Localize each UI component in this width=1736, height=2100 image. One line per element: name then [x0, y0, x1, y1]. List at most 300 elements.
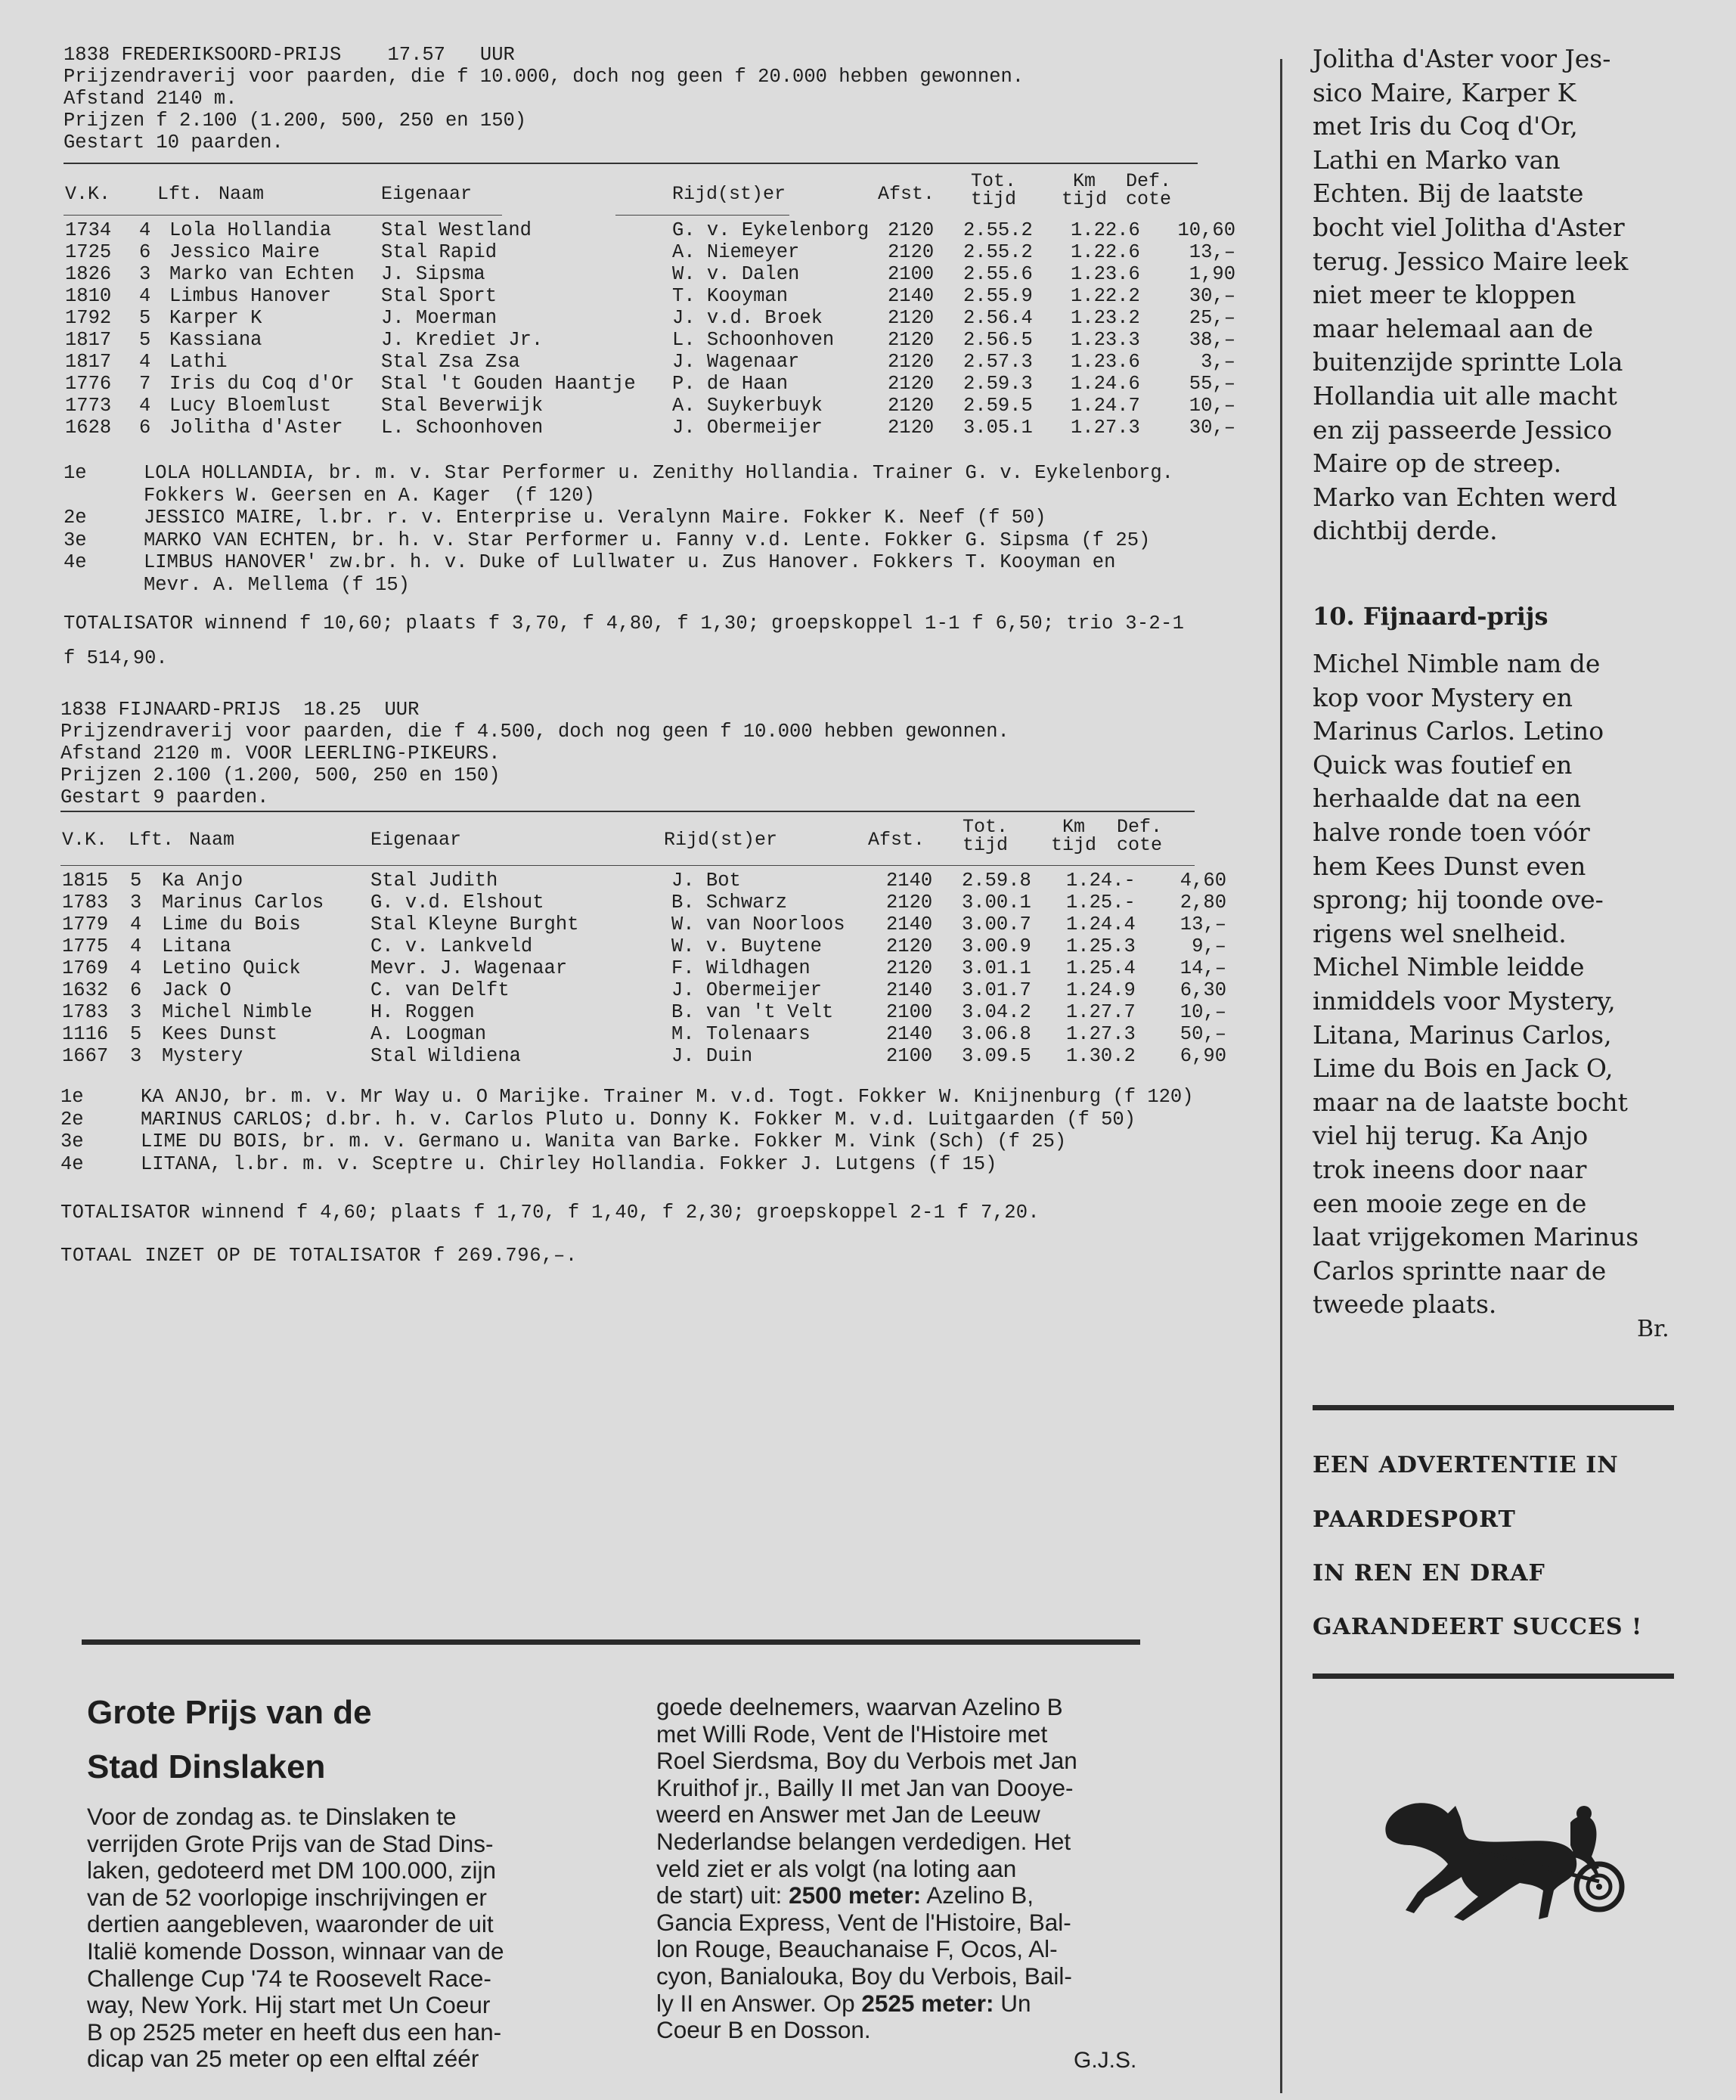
- cell-cote: 55,–: [1189, 373, 1235, 395]
- cell-lft: 4: [130, 914, 142, 935]
- report-line: buitenzijde sprintte Lola: [1313, 347, 1623, 377]
- cell-km: 1.24.6: [1071, 373, 1140, 395]
- race-prizes: Prijzen 2.100 (1.200, 500, 250 en 150): [60, 765, 501, 786]
- cell-km: 1.27.3: [1066, 1023, 1136, 1045]
- cell-km: 1.24.4: [1066, 914, 1136, 935]
- cell-rijder: W. van Noorloos: [671, 914, 845, 935]
- cell-afst: 2140: [886, 1023, 933, 1045]
- race-fijnaard: [60, 699, 1226, 1267]
- table-header: [60, 818, 1195, 864]
- cell-vk: 1769: [62, 957, 109, 979]
- cell-naam: Jack O: [162, 979, 231, 1001]
- cell-tot: 2.56.4: [963, 307, 1033, 329]
- distance-2500: 2500 meter:: [789, 1881, 922, 1909]
- cell-lft: 5: [130, 870, 142, 892]
- article-line: verrijden Grote Prijs van de Stad Dins-: [87, 1829, 494, 1857]
- cell-km: 1.25.3: [1066, 935, 1136, 957]
- cell-tot: 3.00.1: [962, 892, 1031, 914]
- report-line: en zij passeerde Jessico: [1313, 414, 1613, 445]
- report-line: Lime du Bois en Jack O,: [1313, 1053, 1614, 1084]
- article-line: Nederlandse belangen verdedigen. Het: [656, 1827, 1071, 1855]
- cell-afst: 2100: [886, 1045, 933, 1067]
- cell-cote: 10,–: [1189, 395, 1235, 417]
- cell-lft: 3: [130, 892, 142, 914]
- table-row: [64, 329, 1273, 351]
- cell-lft: 6: [139, 417, 151, 439]
- table-row: [60, 957, 1270, 979]
- cell-lft: 3: [130, 1001, 142, 1023]
- col-def: Def. cote: [1125, 170, 1171, 210]
- article-line: laken, gedoteerd met DM 100.000, zijn: [87, 1856, 497, 1884]
- cell-rijder: G. v. Eykelenborg: [672, 219, 870, 241]
- cell-cote: 1,90: [1189, 263, 1235, 285]
- col-tot: Tot. tijd: [970, 170, 1016, 210]
- article-line: Challenge Cup '74 te Roosevelt Race-: [87, 1964, 491, 1992]
- report-line: tweede plaats.: [1313, 1289, 1497, 1320]
- cell-vk: 1116: [62, 1023, 109, 1045]
- table-row: [64, 417, 1273, 439]
- row-rule: [64, 215, 502, 216]
- col-rijder: Rijd(st)er: [672, 183, 786, 205]
- race-conditions: Prijzendraverij voor paarden, die f 4.500, doch nog geen f 10.000 hebben gewonnen.: [60, 721, 1009, 743]
- cell-tot: 2.59.3: [963, 373, 1033, 395]
- cell-tot: 3.06.8: [962, 1023, 1031, 1045]
- race-distance: Afstand 2120 m. VOOR LEERLING-PIKEURS.: [60, 743, 501, 765]
- table-row: [64, 263, 1273, 285]
- placing-position: 2e: [64, 507, 87, 529]
- report-line: halve ronde toen vóór: [1313, 817, 1590, 847]
- article-line: dicap van 25 meter op een elftal zéér: [87, 2045, 479, 2073]
- article-text: de start) uit:: [656, 1881, 789, 1909]
- cell-eigenaar: H. Roggen: [370, 1001, 475, 1023]
- cell-afst: 2120: [886, 935, 933, 957]
- cell-eigenaar: Stal Kleyne Burght: [370, 914, 579, 935]
- placing-text: KA ANJO, br. m. v. Mr Way u. O Marijke. Trainer M. v.d. Togt. Fokker W. Knijnenburg (f 120): [141, 1086, 1194, 1108]
- col-naam: Naam: [189, 829, 235, 851]
- table-row: [60, 870, 1270, 892]
- col-km: Km tijd: [1061, 170, 1107, 210]
- report-line: met Iris du Coq d'Or,: [1313, 111, 1578, 141]
- cell-naam: Marko van Echten: [169, 263, 355, 285]
- cell-naam: Letino Quick: [162, 957, 301, 979]
- placing-text: Fokkers W. Geersen en A. Kager (f 120): [144, 484, 595, 507]
- cell-vk: 1792: [65, 307, 112, 329]
- cell-km: 1.22.2: [1071, 285, 1140, 307]
- cell-eigenaar: Stal Wildiena: [370, 1045, 521, 1067]
- cell-lft: 4: [130, 957, 142, 979]
- cell-tot: 2.59.8: [962, 870, 1031, 892]
- cell-lft: 6: [139, 241, 151, 263]
- cell-rijder: L. Schoonhoven: [672, 329, 835, 351]
- placing-position: 3e: [60, 1131, 84, 1152]
- cell-naam: Iris du Coq d'Or: [169, 373, 355, 395]
- placing-text: Mevr. A. Mellema (f 15): [144, 573, 410, 596]
- cell-lft: 4: [139, 351, 151, 373]
- cell-vk: 1776: [65, 373, 112, 395]
- cell-eigenaar: C. van Delft: [370, 979, 510, 1001]
- cell-naam: Ka Anjo: [162, 870, 243, 892]
- cell-afst: 2120: [886, 892, 933, 914]
- cell-naam: Lucy Bloemlust: [169, 395, 332, 417]
- report-line: Hollandia uit alle macht: [1313, 380, 1617, 411]
- race-prizes: Prijzen f 2.100 (1.200, 500, 250 en 150): [64, 110, 527, 132]
- cell-vk: 1632: [62, 979, 109, 1001]
- cell-vk: 1817: [65, 351, 112, 373]
- article-line: way, New York. Hij start met Un Coeur: [87, 1991, 491, 2019]
- placing-position: 4e: [64, 551, 87, 573]
- cell-eigenaar: Stal Beverwijk: [381, 395, 544, 417]
- placing-text: LIMBUS HANOVER' zw.br. h. v. Duke of Lullwater u. Zus Hanover. Fokkers T. Kooyman en: [144, 551, 1116, 573]
- table-row: [64, 285, 1273, 307]
- article-signature: G.J.S.: [1074, 2048, 1137, 2073]
- cell-lft: 5: [139, 329, 151, 351]
- article-line: Gancia Express, Vent de l'Histoire, Bal-: [656, 1908, 1071, 1936]
- report-line: niet meer te kloppen: [1313, 280, 1576, 310]
- cell-rijder: J. Duin: [671, 1045, 753, 1067]
- cell-tot: 3.04.2: [962, 1001, 1031, 1023]
- cell-naam: Marinus Carlos: [162, 892, 324, 914]
- article-line: cyon, Banialouka, Boy du Verbois, Bail-: [656, 1962, 1072, 1990]
- article-line: B op 2525 meter en heeft dus een han-: [87, 2018, 502, 2046]
- cell-eigenaar: J. Moerman: [381, 307, 498, 329]
- col-lft: Lft.: [157, 183, 203, 205]
- cell-afst: 2120: [888, 329, 935, 351]
- article-line: dertien aangebleven, waaronder de uit: [87, 1910, 494, 1938]
- cell-lft: 5: [139, 307, 151, 329]
- cell-cote: 2,80: [1180, 892, 1226, 914]
- cell-naam: Limbus Hanover: [169, 285, 332, 307]
- cell-rijder: J. Obermeijer: [672, 417, 823, 439]
- cell-lft: 4: [139, 395, 151, 417]
- report-line: rigens wel snelheid.: [1313, 918, 1567, 948]
- article-text: Azelino B,: [921, 1881, 1034, 1909]
- cell-afst: 2120: [888, 351, 935, 373]
- table-row: [64, 395, 1273, 417]
- cell-rijder: W. v. Dalen: [672, 263, 800, 285]
- report-line: Lathi en Marko van: [1313, 144, 1561, 175]
- placing-text: LITANA, l.br. m. v. Sceptre u. Chirley Hollandia. Fokker J. Lutgens (f 15): [141, 1152, 997, 1175]
- report-line: bocht viel Jolitha d'Aster: [1313, 212, 1625, 242]
- cell-cote: 30,–: [1189, 285, 1235, 307]
- article-line: Kruithof jr., Bailly II met Jan van Dooye-: [656, 1773, 1074, 1801]
- cell-vk: 1775: [62, 935, 109, 957]
- ad-rule-top: [1313, 1405, 1674, 1410]
- cell-afst: 2120: [888, 417, 935, 439]
- report-line: Michel Nimble nam de: [1313, 649, 1601, 678]
- cell-cote: 3,–: [1201, 351, 1235, 373]
- article-line: van de 52 voorlopige inschrijvingen er: [87, 1883, 487, 1911]
- race-distance: Afstand 2140 m.: [64, 88, 237, 110]
- cell-tot: 3.00.9: [962, 935, 1031, 957]
- race-conditions: Prijzendraverij voor paarden, die f 10.000, doch nog geen f 20.000 hebben gewonnen.: [64, 66, 1025, 88]
- cell-afst: 2140: [886, 914, 933, 935]
- table-row: [60, 979, 1270, 1001]
- cell-eigenaar: G. v.d. Elshout: [370, 892, 544, 914]
- cell-km: 1.24.-: [1066, 870, 1136, 892]
- cell-naam: Kassiana: [169, 329, 262, 351]
- race-title: 1838 FIJNAARD-PRIJS 18.25 UUR: [60, 699, 420, 721]
- cell-eigenaar: J. Krediet Jr.: [381, 329, 544, 351]
- cell-afst: 2120: [888, 307, 935, 329]
- race-title: 1838 FREDERIKSOORD-PRIJS 17.57 UUR: [64, 44, 515, 66]
- cell-rijder: A. Suykerbuyk: [672, 395, 823, 417]
- results-table: [60, 870, 1270, 1067]
- cell-rijder: J. Obermeijer: [671, 979, 822, 1001]
- cell-km: 1.25.-: [1066, 892, 1136, 914]
- ad-line-3: IN REN EN DRAF: [1313, 1560, 1545, 1587]
- cell-cote: 38,–: [1189, 329, 1235, 351]
- cell-vk: 1734: [65, 219, 112, 241]
- cell-naam: Jolitha d'Aster: [169, 417, 343, 439]
- report-line: een mooie zege en de: [1313, 1188, 1587, 1218]
- report-line: sico Maire, Karper K: [1313, 77, 1576, 107]
- ad-line-4: GARANDEERT SUCCES !: [1313, 1614, 1643, 1640]
- cell-cote: 25,–: [1189, 307, 1235, 329]
- cell-eigenaar: A. Loogman: [370, 1023, 487, 1045]
- cell-km: 1.25.4: [1066, 957, 1136, 979]
- article-line-2500: [656, 1882, 1140, 1909]
- report-line: sprong; hij toonde ove-: [1313, 885, 1604, 915]
- cell-cote: 9,–: [1192, 935, 1226, 957]
- report-line: laat vrijgekomen Marinus: [1313, 1222, 1639, 1252]
- cell-km: 1.24.7: [1071, 395, 1140, 417]
- col-eigenaar: Eigenaar: [381, 183, 473, 205]
- report-line: herhaalde dat na een: [1313, 783, 1582, 814]
- placing-position: 4e: [60, 1152, 84, 1175]
- race-report-heading: 10. Fijnaard-prijs: [1313, 602, 1548, 631]
- article-rule: [82, 1639, 1140, 1645]
- cell-afst: 2100: [886, 1001, 933, 1023]
- race-report-10: [1313, 647, 1694, 1322]
- article-line: veld ziet er als volgt (na loting aan: [656, 1854, 1017, 1882]
- table-row: [64, 241, 1273, 263]
- article-last-line: Coeur B en Dosson.: [656, 2016, 871, 2044]
- col-km: Km tijd: [1050, 816, 1096, 856]
- report-line: Marinus Carlos. Letino: [1313, 716, 1604, 746]
- article-title-line1: Grote Prijs van de: [87, 1694, 372, 1731]
- cell-eigenaar: Stal Westland: [381, 219, 532, 241]
- table-row: [64, 351, 1273, 373]
- cell-naam: Karper K: [169, 307, 262, 329]
- cell-vk: 1779: [62, 914, 109, 935]
- cell-lft: 3: [139, 263, 151, 285]
- cell-rijder: A. Niemeyer: [672, 241, 800, 263]
- col-eigenaar: Eigenaar: [370, 829, 462, 851]
- cell-afst: 2120: [888, 373, 935, 395]
- cell-cote: 13,–: [1180, 914, 1226, 935]
- cell-km: 1.22.6: [1071, 241, 1140, 263]
- cell-cote: 14,–: [1180, 957, 1226, 979]
- cell-rijder: J. Wagenaar: [672, 351, 800, 373]
- placing-text: JESSICO MAIRE, l.br. r. v. Enterprise u. Veralynn Maire. Fokker K. Neef (f 50): [144, 507, 1046, 529]
- cell-lft: 5: [130, 1023, 142, 1045]
- cell-tot: 3.05.1: [963, 417, 1033, 439]
- report-line: Carlos sprintte naar de: [1313, 1255, 1607, 1286]
- article-column-right: [656, 1694, 1140, 2044]
- cell-km: 1.22.6: [1071, 219, 1140, 241]
- cell-cote: 13,–: [1189, 241, 1235, 263]
- table-row: [60, 892, 1270, 914]
- cell-km: 1.24.9: [1066, 979, 1136, 1001]
- report-line: dichtbij derde.: [1313, 516, 1498, 546]
- cell-naam: Michel Nimble: [162, 1001, 312, 1023]
- cell-naam: Litana: [162, 935, 231, 957]
- placing-text: LIME DU BOIS, br. m. v. Germano u. Wanita van Barke. Fokker M. Vink (Sch) (f 25): [141, 1131, 1067, 1152]
- cell-rijder: B. van 't Velt: [671, 1001, 834, 1023]
- table-row: [60, 1001, 1270, 1023]
- cell-tot: 2.56.5: [963, 329, 1033, 351]
- cell-rijder: P. de Haan: [672, 373, 789, 395]
- cell-afst: 2120: [888, 395, 935, 417]
- table-row: [60, 1023, 1270, 1045]
- placing-position: 1e: [60, 1086, 84, 1108]
- cell-eigenaar: L. Schoonhoven: [381, 417, 544, 439]
- cell-km: 1.27.7: [1066, 1001, 1136, 1023]
- col-rijder: Rijd(st)er: [664, 829, 778, 851]
- race-report-9: [1313, 42, 1694, 548]
- cell-eigenaar: Stal Judith: [370, 870, 498, 892]
- cell-lft: 7: [139, 373, 151, 395]
- table-row: [64, 219, 1273, 241]
- cell-rijder: B. Schwarz: [671, 892, 788, 914]
- cell-afst: 2120: [888, 219, 935, 241]
- cell-cote: 30,–: [1189, 417, 1235, 439]
- race-frederiksoord: [64, 44, 1235, 669]
- trotter-sulky-icon: [1372, 1792, 1629, 1928]
- cell-eigenaar: C. v. Lankveld: [370, 935, 533, 957]
- cell-tot: 2.57.3: [963, 351, 1033, 373]
- report-line: Marko van Echten werd: [1313, 482, 1617, 512]
- cell-cote: 6,30: [1180, 979, 1226, 1001]
- report-line: Jolitha d'Aster voor Jes-: [1313, 44, 1611, 73]
- cell-lft: 3: [130, 1045, 142, 1067]
- cell-cote: 6,90: [1180, 1045, 1226, 1067]
- report-line: viel hij terug. Ka Anjo: [1313, 1121, 1589, 1151]
- cell-vk: 1810: [65, 285, 112, 307]
- results-table: [64, 219, 1273, 439]
- col-naam: Naam: [219, 183, 265, 205]
- cell-afst: 2140: [886, 870, 933, 892]
- distance-2525: 2525 meter:: [861, 1989, 994, 2017]
- race-starters: Gestart 10 paarden.: [64, 132, 284, 154]
- table-rule-top: [60, 811, 1195, 812]
- cell-vk: 1725: [65, 241, 112, 263]
- placing-text: MARINUS CARLOS; d.br. h. v. Carlos Pluto u. Donny K. Fokker M. v.d. Luitgaarden (f 50): [141, 1108, 1136, 1131]
- cell-rijder: M. Tolenaars: [671, 1023, 811, 1045]
- col-afst: Afst.: [878, 183, 935, 205]
- cell-tot: 3.01.7: [962, 979, 1031, 1001]
- cell-rijder: F. Wildhagen: [671, 957, 811, 979]
- cell-tot: 3.00.7: [962, 914, 1031, 935]
- cell-lft: 4: [130, 935, 142, 957]
- placing-position: 3e: [64, 529, 87, 551]
- article-text: ly II en Answer. Op: [656, 1989, 862, 2017]
- article-title-line2: Stad Dinslaken: [87, 1748, 326, 1785]
- cell-tot: 2.55.9: [963, 285, 1033, 307]
- cell-naam: Lola Hollandia: [169, 219, 332, 241]
- cell-km: 1.23.6: [1071, 351, 1140, 373]
- report-line: Quick was foutief en: [1313, 749, 1573, 780]
- col-vk: V.K.: [65, 183, 111, 205]
- cell-afst: 2100: [888, 263, 935, 285]
- cell-rijder: T. Kooyman: [672, 285, 789, 307]
- report-line: Maire op de streep.: [1313, 448, 1562, 479]
- cell-naam: Mystery: [162, 1045, 243, 1067]
- ad-line-2: PAARDESPORT: [1313, 1506, 1516, 1533]
- cell-eigenaar: Stal Rapid: [381, 241, 498, 263]
- race-starters: Gestart 9 paarden.: [60, 786, 269, 808]
- table-row: [64, 373, 1273, 395]
- cell-eigenaar: Stal 't Gouden Haantje: [381, 373, 636, 395]
- report-line: Michel Nimble leidde: [1313, 952, 1585, 982]
- cell-cote: 10,60: [1177, 219, 1235, 241]
- column-divider: [1280, 59, 1282, 2093]
- cell-afst: 2120: [886, 957, 933, 979]
- placing-position: 2e: [60, 1108, 84, 1131]
- article-line: Voor de zondag as. te Dinslaken te: [87, 1803, 457, 1830]
- totalisator: TOTALISATOR winnend f 10,60; plaats f 3,70, f 4,80, f 1,30; groepskoppel 1-1 f 6,50; trio 3-2-1: [64, 613, 1185, 634]
- cell-tot: 2.55.2: [963, 219, 1033, 241]
- col-def: Def. cote: [1116, 816, 1162, 856]
- totaal-inzet: TOTAAL INZET OP DE TOTALISATOR f 269.796,–.: [60, 1245, 578, 1267]
- cell-km: 1.23.6: [1071, 263, 1140, 285]
- cell-naam: Lathi: [169, 351, 228, 373]
- table-row: [60, 935, 1270, 957]
- cell-eigenaar: Stal Zsa Zsa: [381, 351, 520, 373]
- totalisator-trio: f 514,90.: [64, 647, 168, 669]
- cell-km: 1.27.3: [1071, 417, 1140, 439]
- cell-afst: 2120: [888, 241, 935, 263]
- article-line: Italië komende Dosson, winnaar van de: [87, 1937, 504, 1965]
- row-rule: [615, 215, 789, 216]
- cell-tot: 3.09.5: [962, 1045, 1031, 1067]
- col-afst: Afst.: [868, 829, 925, 851]
- placing-position: 1e: [64, 462, 87, 484]
- article-line: weerd en Answer met Jan de Leeuw: [656, 1801, 1040, 1829]
- cell-rijder: J. v.d. Broek: [672, 307, 823, 329]
- ad-rule-bottom: [1313, 1673, 1674, 1679]
- cell-km: 1.23.2: [1071, 307, 1140, 329]
- cell-vk: 1815: [62, 870, 109, 892]
- article-line-2525: [656, 1990, 1140, 2018]
- report-line: Litana, Marinus Carlos,: [1313, 1019, 1612, 1050]
- cell-eigenaar: Mevr. J. Wagenaar: [370, 957, 568, 979]
- report-line: maar helemaal aan de: [1313, 313, 1594, 343]
- article-right-lines: [656, 1694, 1140, 1882]
- article-line: met Willi Rode, Vent de l'Histoire met: [656, 1720, 1048, 1748]
- article-column-left: [87, 1804, 631, 2073]
- report-line: maar na de laatste bocht: [1313, 1087, 1628, 1117]
- cell-rijder: W. v. Buytene: [671, 935, 822, 957]
- article-line: Roel Sierdsma, Boy du Verbois met Jan: [656, 1747, 1077, 1775]
- cell-vk: 1817: [65, 329, 112, 351]
- totalisator: TOTALISATOR winnend f 4,60; plaats f 1,70, f 1,40, f 2,30; groepskoppel 2-1 f 7,20.: [60, 1202, 1040, 1224]
- cell-naam: Lime du Bois: [162, 914, 301, 935]
- cell-vk: 1783: [62, 892, 109, 914]
- table-rule-top: [64, 163, 1198, 164]
- placing-text: LOLA HOLLANDIA, br. m. v. Star Performer u. Zenithy Hollandia. Trainer G. v. Eykelenborg.: [144, 462, 1173, 484]
- cell-km: 1.30.2: [1066, 1045, 1136, 1067]
- table-row: [60, 914, 1270, 935]
- table-header: [64, 172, 1198, 218]
- placing-text: MARKO VAN ECHTEN, br. h. v. Star Performer u. Fanny v.d. Lente. Fokker G. Sipsma (f 25): [144, 529, 1151, 551]
- row-rule: [60, 865, 1195, 866]
- report-line: kop voor Mystery en: [1313, 682, 1573, 712]
- cell-lft: 6: [130, 979, 142, 1001]
- article-line: lon Rouge, Beauchanaise F, Ocos, Al-: [656, 1935, 1058, 1963]
- table-row: [60, 1045, 1270, 1067]
- cell-rijder: J. Bot: [671, 870, 741, 892]
